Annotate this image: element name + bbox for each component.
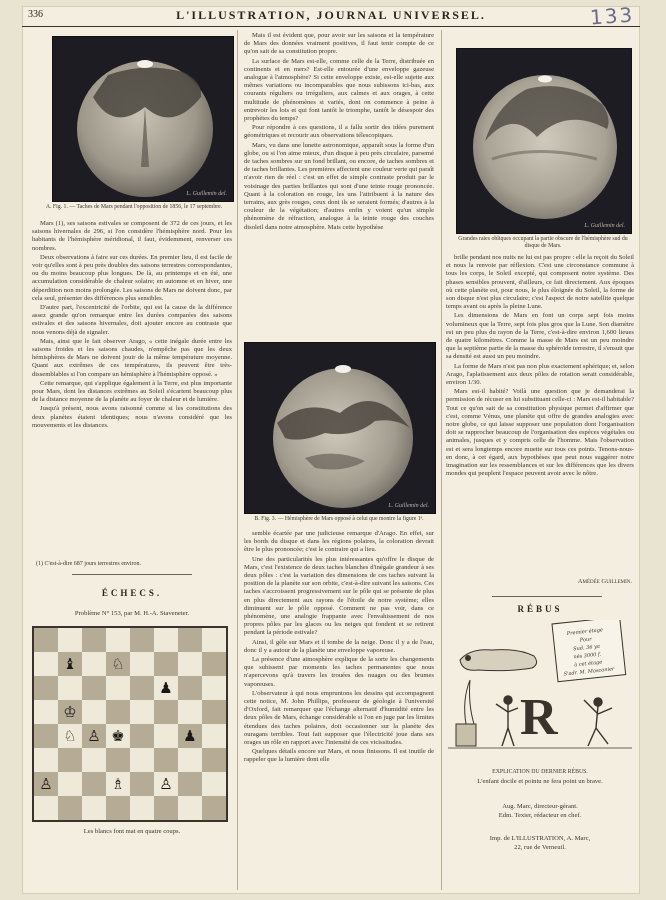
chess-square-b8 [58,628,82,652]
paragraph: La présence d'une atmosphère explique de la sorte les changements que subissent par moments les taches permanentes que nous n'apercevons qu'à travers les trouées des nuages ou des brumes vaporeuses. [244,656,434,688]
chess-piece: ♚ [111,727,125,745]
chess-square-c4 [82,724,106,748]
newspaper-page [22,2,640,894]
figure-3-caption: B. Fig. 3. — Hémisphère de Mars opposé à celui que montre la figure 1ᵉ. [254,516,424,522]
chess-square-e4 [130,724,154,748]
mars-disk-illustration-2 [457,49,631,233]
chess-square-g1 [178,796,202,820]
chess-square-e8 [130,628,154,652]
chess-square-f7 [154,652,178,676]
address-line: 22, rue de Verneuil. [514,844,566,851]
chess-square-h7 [202,652,226,676]
chess-square-g2 [178,772,202,796]
paragraph: Cette remarque, qui s'applique également à la Terre, est plus importante pour Mars, dont les distances extrêmes au Soleil s'écartent beaucoup plus de la distance moyenne de la planète au foyer de chaleur et de lumière. [32,379,232,404]
rebus-illustration [448,620,632,762]
figure-3-signature: L. Guillemin del. [388,503,429,509]
sign-line: S'adr. M. Mosconier [563,666,615,678]
middle-column-text-bottom [244,530,434,886]
rebus-explanation-title: EXPLICATION DU DERNIER RÉBUS. [492,769,588,775]
spacer [446,820,634,834]
chess-problem-title: Problème N° 153, par M. H.-A. Staveneter. [74,610,190,617]
figure-2-signature: L. Guillemin del. [584,223,625,229]
chess-square-c2 [82,772,106,796]
chess-square-b2 [58,772,82,796]
paragraph: Mars, vu dans une lunette astronomique, apparaît sous la forme d'un globe, ou si l'on aime mieux, d'un disque à peu près circulaire, parsemé de taches sombres sur un fond brillant, ou encore, de taches sombres et de taches brillantes. Les premières affectent une couleur verte qui paraît n'avoir rien de réel : c'est un effet de simple contraste produit par le voisinage des parties brillantes qui sont d'une teinte rouge prononcée. Quant à la coloration en rouge, les uns l'attribuent à la nature des terrains, aux grès rouges, ceux dont ils se seraient formés; d'autres à la couleur de la végétation; d'autres enfin y voient qu'un simple phénomène de réfraction, analogue à la teinte rouge des couches disoleil dans notre atmosphère. Mais cette hypothèse [244,141,434,231]
chess-square-d4 [106,724,130,748]
chess-square-b7 [58,652,82,676]
svg-text:R: R [520,689,558,746]
paragraph: Mais, ainsi que le fait observer Arago, « cette inégale durée entre les saisons froides et les saisons chaudes, n'empêche pas que les deux hémisphères de Mars ne doivent jouir de la même température moyenne. Quant aux extrêmes de ces températures, ils peuvent être très-dissemblables si l'on compare un hémisphère à l'hémisphère opposé. » [32,337,232,378]
chess-square-e5 [130,700,154,724]
chess-square-f6 [154,676,178,700]
rebus-heading: RÉBUS [517,604,563,614]
chess-square-b4 [58,724,82,748]
paragraph: Pour répondre à ces questions, il a fallu sortir des idées purement géométriques et recourir aux observations télescopiques. [244,124,434,140]
chess-square-h1 [202,796,226,820]
paragraph: brille pendant nos nuits ne lui est pas propre : elle la reçoit du Soleil et nous la renvoie par réflexion. C'est une circonstance commune à tous les corps, le Soleil excepté, qui composent notre système. Des phases sensibles prouvent, d'ailleurs, ce fait directement. Aux époques où cette planète est, pour nous, le plus éloignée du Soleil, la forme de son disque n'est plus circulaire; c'est l'aspect de notre satellite quelque temps avant ou après la pleine Lune. [446,254,634,311]
chess-square-g5 [178,700,202,724]
chess-square-f3 [154,748,178,772]
rebus-explanation-text: L'enfant docile et pointu ne fera point un brave. [477,778,603,785]
right-column-text [446,254,634,572]
chess-square-g3 [178,748,202,772]
chess-square-b3 [58,748,82,772]
chess-piece: ♟ [159,679,173,697]
handwritten-number: 133 [589,2,635,30]
paragraph: L'observateur à qui nous empruntons les dessins qui accompagnent cette notice, M. John Phillips, professeur de géologie à l'université d'Oxford, fait remarquer que l'échange alternatif d'humidité entre les deux pôles de Mars, échange considérable si l'on en juge par les limites étendues des taches polaires, doit occasionner sur la planète des ouragans terribles. Tout fait supposer que l'électricité joue dans ses orages un rôle en rapport avec l'intensité de ces vicissitudes. [244,689,434,747]
chess-square-c3 [82,748,106,772]
paragraph: Une des particularités les plus intéressantes qu'offre le disque de Mars, c'est l'existence de deux taches blanches d'inégale grandeur à ses deux pôles : c'est la variation des dimensions de ces taches suivant la position de la planète sur son orbite, c'est-à-dire suivant les saisons. Ces taches s'accroissent progressivement sur le pôle qui se présente de plus en plus directement aux rayons de l'étoile de notre système; elles diminuent sur le pôle opposé. Comment ne pas voir, dans ce phénomène, une analogie frappante avec l'envahissement de nos propres pôles par les glaces ou les neiges qui fondent et se retirent pendant la période estivale? [244,555,434,637]
chess-piece: ♙ [159,775,173,793]
chess-square-b6 [58,676,82,700]
chess-board [32,626,228,822]
rebus-sign-text [554,625,621,679]
chess-square-f5 [154,700,178,724]
paragraph: La surface de Mars est-elle, comme celle de la Terre, distribuée en continents et en mers? Est-elle entourée d'une enveloppe gazeuse analogue à l'atmosphère? Si cette enveloppe existe, est-elle sujette aux mêmes variations ou incomparables que nous subissons ici-bas, aux courants réguliers ou irréguliers, aux calmes et aux orages, à cette multitude de phénomènes si variés, dont on commence à peine à entrevoir les lois et qui font tantôt le triomphe, tantôt le désespoir des prophètes du temps? [244,57,434,123]
sign-line: Premier étage [566,627,604,637]
paragraph: D'autre part, l'excentricité de l'orbite, qui est la cause de la différence assez grande qu'on remarque entre les durées comparées des saisons estivales et des saisons hivernales, doit ajouter encore au contraste que nous venons déjà de signaler. [32,304,232,336]
chess-square-e3 [130,748,154,772]
middle-column-text-top [244,32,434,338]
paragraph: Jusqu'à présent, nous avons raisonné comme si les constitutions des deux planètes étaient identiques; nous n'avons considéré que les mouvements et les distances. [32,405,232,429]
chess-square-a7 [34,652,58,676]
left-footnote: (1) C'est-à-dire 687 jours terrestres environ. [36,561,142,567]
paragraph: Quelques détails encore sur Mars, et nous finissons. Il est inutile de rappeler que la lumière dont elle [244,748,434,764]
mars-disk-illustration-1 [53,37,233,201]
chess-square-f1 [154,796,178,820]
chess-square-c5 [82,700,106,724]
chess-square-c6 [82,676,106,700]
paragraph: Ainsi, il gèle sur Mars et il tombe de la neige. Donc il y a de l'eau, donc il y a autour de la planète une enveloppe vaporeuse. [244,638,434,654]
sign-line: nés 3000 f. [573,651,602,661]
chess-square-d3 [106,748,130,772]
editor-line: Edm. Texier, rédacteur en chef. [498,812,582,819]
chess-square-e1 [130,796,154,820]
chess-square-d2 [106,772,130,796]
chess-square-f4 [154,724,178,748]
chess-piece: ♙ [87,727,101,745]
paragraph: Deux observations à faire sur ces durées. En premier lieu, il est facile de voir qu'elles sont à peu près doubles des saisons terrestres correspondantes, ou du moins beaucoup plus longues. De là, au printemps et en été, une accumulation considérable de chaleur solaire; en automne et en hiver, une déperdition non moins prolongée. Les saisons de Mars ne doivent donc, par cela seul, présenter des différences plus sensibles. [32,253,232,302]
chess-square-g6 [178,676,202,700]
chess-square-g8 [178,628,202,652]
chess-square-h6 [202,676,226,700]
column-rule-right [441,30,442,890]
section-divider [492,596,602,597]
chess-square-e7 [130,652,154,676]
chess-heading: ÉCHECS. [101,588,163,598]
chess-piece: ♗ [111,775,125,793]
chess-square-d5 [106,700,130,724]
chess-piece: ♘ [63,727,77,745]
page-header [22,2,640,30]
chess-square-a1 [34,796,58,820]
director-line: Aug. Marc, directeur-gérant. [502,803,578,810]
chess-square-a3 [34,748,58,772]
chess-square-h3 [202,748,226,772]
paragraph: Les dimensions de Mars en font un corps sept fois moins volumineux que la Terre, sept fois plus gros que la Lune. Son diamètre est un peu plus du rayon de la Terre, c'est-à-dire environ 1,600 lieues de quatre kilomètres. Comme la masse de Mars est un peu moindre que la septième partie de la masse du sphéroïde terrestre, il s'ensuit que sa densité est aussi un peu moindre. [446,312,634,361]
figure-3-mars [244,342,436,514]
chess-square-f2 [154,772,178,796]
figure-1-signature: L. Guillemin del. [186,191,227,197]
chess-square-c1 [82,796,106,820]
article-author: Amédée Guillemin. [577,578,632,585]
masthead-signoff [446,802,634,852]
figure-1-mars [52,36,234,202]
chess-square-b1 [58,796,82,820]
paragraph: La forme de Mars n'est pas non plus exactement sphérique; et, selon Arago, l'aplatissement aux deux pôles de rotation serait considérable, environ 1/30. [446,362,634,387]
chess-square-a4 [34,724,58,748]
figure-2-mars [456,48,632,234]
chess-square-a5 [34,700,58,724]
chess-square-d1 [106,796,130,820]
sign-line: Sud, 36 ya [572,643,601,653]
chess-square-c7 [82,652,106,676]
chess-piece: ♟ [183,727,197,745]
printer-line: Imp. de L'ILLUSTRATION, A. Marc, [489,835,591,842]
mars-disk-illustration-3 [245,343,435,513]
sign-line: Pour [579,636,592,644]
chess-square-b5 [58,700,82,724]
chess-square-a6 [34,676,58,700]
chess-square-h2 [202,772,226,796]
chess-piece: ♙ [39,775,53,793]
chess-square-e6 [130,676,154,700]
sign-line: à cet étage [573,659,603,669]
chess-piece: ♘ [111,655,125,673]
figure-1-caption: A. Fig. 1. — Taches de Mars pendant l'opposition de 1856, le 17 septembre. [45,204,223,210]
chess-square-g7 [178,652,202,676]
chess-square-d6 [106,676,130,700]
chess-square-d7 [106,652,130,676]
chess-piece: ♝ [63,655,77,673]
chess-square-h8 [202,628,226,652]
chess-square-c8 [82,628,106,652]
section-divider [72,574,192,575]
chess-square-e2 [130,772,154,796]
journal-title: L'ILLUSTRATION, JOURNAL UNIVERSEL. [176,8,486,22]
left-column-text [32,220,232,546]
figure-2-caption: Grandes raies obliques occupant la partie obscure de l'hémisphère sud du disque de Mars. [458,236,628,249]
chess-piece: ♔ [63,703,77,721]
chess-square-f8 [154,628,178,652]
paragraph: semble écartée par une judicieuse remarque d'Arago. En effet, sur les bords du disque et dans les régions polaires, la coloration devrait être le plus prononcée; c'est le contraire qui a lieu. [244,530,434,554]
column-rule-left [237,30,238,890]
chess-square-g4 [178,724,202,748]
paragraph: Mars (1), ses saisons estivales se composent de 372 de ces jours, et les saisons hivernales de 296, si l'on considère l'hémisphère nord. Pour les habitants de l'hémisphère méridional, il faut, évidemment, renverser ces nombres. [32,220,232,252]
chess-square-a2 [34,772,58,796]
chess-square-d8 [106,628,130,652]
paragraph: Mais il est évident que, pour avoir sur les saisons et la température de Mars des données vraiment positives, il faut tenir compte de ce qu'on sait de sa constitution propre. [244,32,434,56]
page-number: 336 [28,9,43,20]
chess-caption: Les blancs font mat en quatre coups. [83,828,181,835]
chess-square-a8 [34,628,58,652]
chess-square-h4 [202,724,226,748]
chess-square-h5 [202,700,226,724]
paragraph: Mars est-il habité? Voilà une question que je demanderai la permission de récuser en lui substituant celle-ci : Mars est-il habitable? Tout ce qu'on sait de sa constitution physique permet d'affirmer que c'est, comme Vénus, une planète qui offre de grandes analogies avec notre globe, ce qui laisse supposer une population dont l'organisation doit se rapprocher beaucoup de l'organisation des espèces végétales ou animales, jusques et y compris celle de l'homme. Mais l'observation est et sera longtemps encore muette sur tous ces points. Tenons-nous-en donc, à cet égard, aux hypothèses que peut nous suggérer notre imagination sur les ressemblances et sur les différences que les divers mondes qui peuplent l'espace peuvent avoir avec le nôtre. [446,388,634,478]
